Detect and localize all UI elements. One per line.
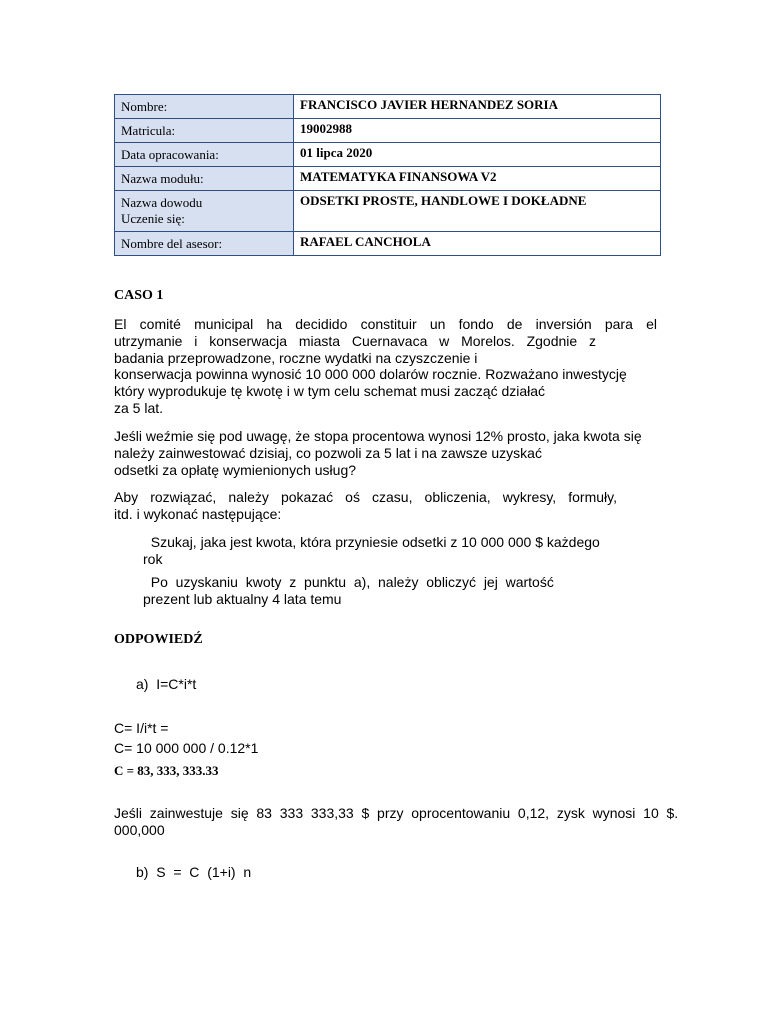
table-row [115,95,661,119]
value-cell: ODSETKI PROSTE, HANDLOWE I DOKŁADNE [294,191,661,232]
paragraph-line: El comité municipal ha decidido constituir un fondo de inversión para el [114,316,657,332]
formula-line: C= 10 000 000 / 0.12*1 [114,740,259,756]
label-cell: Data opracowania: [115,143,294,167]
answer-title: ODPOWIEDŹ [114,632,203,647]
table-row [115,143,661,167]
list-item: Po uzyskaniu kwoty z punktu a), należy obliczyć jej wartość [143,574,554,590]
formula-a: a) I=C*i*t [136,676,197,692]
paragraph-line: badania przeprowadzone, roczne wydatki na czyszczenie i [114,350,478,366]
formula-b: b) S = C (1+i) n [136,864,252,880]
paragraph-line: Aby rozwiązać, należy pokazać oś czasu, obliczenia, wykresy, formuły, [114,489,617,505]
value-cell: 01 lipca 2020 [294,143,661,167]
paragraph-line: należy zainwestować dzisiaj, co pozwoli za 5 lat i na zawsze uzyskać [114,445,542,461]
label-cell: Nombre: [115,95,294,119]
formula-result: C = 83, 333, 333.33 [114,763,219,778]
paragraph-line: za 5 lat. [114,400,164,416]
conclusion-line: Jeśli zainwestuje się 83 333 333,33 $ przy oprocentowaniu 0,12, zysk wynosi 10 $. [114,805,679,821]
list-item: rok [143,551,163,567]
paragraph-line: itd. i wykonać następujące: [114,506,282,522]
table-row [115,119,661,143]
label-cell: Matricula: [115,119,294,143]
label-cell: Nazwa dowodu Uczenie się: [115,191,294,232]
formula-line: C= I/i*t = [114,720,169,736]
info-table [114,94,661,256]
value-cell: 19002988 [294,119,661,143]
paragraph-line: konserwacja powinna wynosić 10 000 000 dolarów rocznie. Rozważano inwestycję [114,366,627,382]
paragraph-line: Jeśli weźmie się pod uwagę, że stopa procentowa wynosi 12% prosto, jaka kwota się [114,428,642,444]
value-cell: MATEMATYKA FINANSOWA V2 [294,167,661,191]
paragraph-line: odsetki za opłatę wymienionych usług? [114,462,357,478]
value-cell: RAFAEL CANCHOLA [294,232,661,256]
value-cell: FRANCISCO JAVIER HERNANDEZ SORIA [294,95,661,119]
table-row [115,232,661,256]
paragraph-line: utrzymanie i konserwacja miasta Cuernavaca w Morelos. Zgodnie z [114,333,596,349]
label-cell: Nombre del asesor: [115,232,294,256]
case-title: CASO 1 [114,288,164,303]
conclusion-line: 000,000 [114,822,165,838]
list-item: prezent lub aktualny 4 lata temu [143,591,342,607]
paragraph-line: który wyprodukuje tę kwotę i w tym celu schemat musi zacząć działać [114,383,546,399]
label-cell: Nazwa modułu: [115,167,294,191]
list-item: Szukaj, jaka jest kwota, która przyniesie odsetki z 10 000 000 $ każdego [143,534,600,550]
table-row [115,191,661,232]
table-row [115,167,661,191]
